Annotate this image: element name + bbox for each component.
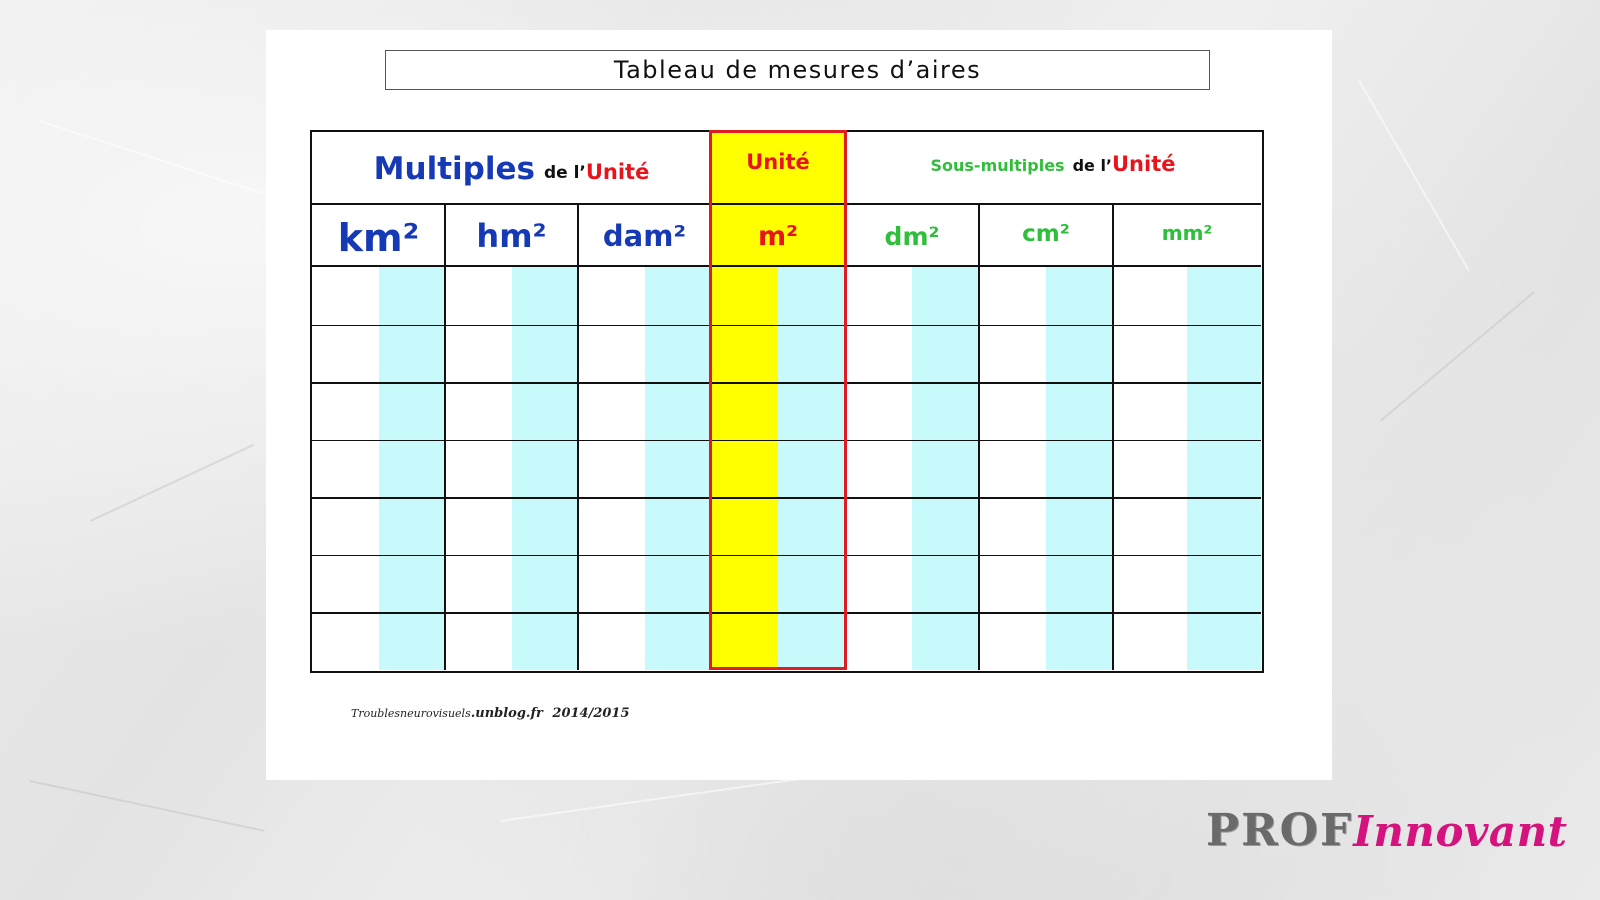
sub-multiples-de: de l’ (1072, 156, 1112, 175)
profinnovant-logo (1206, 796, 1568, 856)
column-divider (978, 203, 980, 670)
area-units-table (310, 130, 1264, 673)
column-divider (577, 203, 579, 670)
document-title: Tableau de mesures d’aires (385, 50, 1210, 90)
unit-label-hm2: hm² (476, 217, 547, 255)
multiples-de: de l’ (543, 162, 586, 183)
multiples-word: Multiples (373, 150, 535, 187)
paper-wrinkle (1358, 80, 1470, 272)
paper-wrinkle (39, 120, 287, 202)
column-divider (1112, 203, 1114, 670)
digit-subcolumn-shade (512, 267, 579, 670)
digit-subcolumn-shade (912, 267, 979, 670)
unit-label-m2: m² (758, 220, 798, 252)
digit-subcolumn-shade (379, 267, 446, 670)
paper-wrinkle (500, 778, 797, 822)
sub-multiples-word: Sous-multiples (930, 156, 1065, 175)
footer-site-domain: .unblog.fr (470, 706, 543, 721)
multiples-unit: Unité (585, 159, 650, 184)
digit-subcolumn-shade (1046, 267, 1113, 670)
unit-header-label: Unité (746, 150, 810, 174)
unit-column-frame (709, 130, 847, 670)
multiples-header (312, 132, 711, 205)
footer-site: Troublesneurovisuels (351, 707, 471, 720)
footer-years: 2014/2015 (552, 706, 630, 721)
unit-label-mm2: mm² (1161, 221, 1213, 245)
unit-label-km2: km² (337, 216, 420, 260)
logo-prof: PROF (1206, 805, 1354, 856)
footer-credit (351, 706, 630, 721)
paper-wrinkle (30, 780, 265, 832)
unit-label-cm2: cm² (1022, 221, 1070, 247)
digit-subcolumn-shade (645, 267, 712, 670)
unit-label-dam2: dam² (602, 219, 687, 253)
sub-multiples-unit: Unité (1112, 152, 1176, 176)
logo-innovant: Innovant (1353, 807, 1568, 856)
paper-wrinkle (90, 444, 254, 522)
sub-multiples-header (845, 132, 1261, 205)
column-divider (444, 203, 446, 670)
digit-subcolumn-shade (1187, 267, 1261, 670)
unit-label-dm2: dm² (884, 221, 940, 251)
paper-wrinkle (1380, 291, 1534, 421)
worksheet-page (266, 30, 1332, 780)
